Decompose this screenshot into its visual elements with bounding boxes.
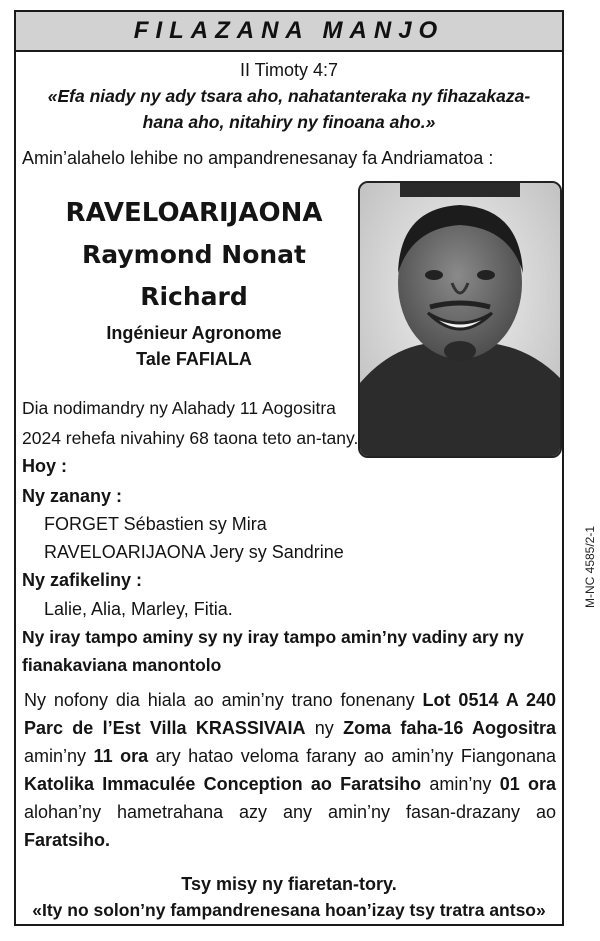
portrait-photo: [358, 181, 562, 458]
reference-code: M-NC 4585/2-1: [583, 525, 597, 608]
death-line-1: Dia nodimandry ny Alahady 11 Aogositra: [22, 398, 336, 418]
deceased-given-names-2: Richard: [140, 282, 248, 311]
funeral-paragraph: [24, 686, 556, 854]
deceased-profession: Ingénieur Agronome: [106, 323, 282, 343]
funeral-villa: Parc de l’Est Villa KRASSIVAIA: [24, 718, 306, 738]
funeral-line-3: [24, 742, 556, 770]
notice-title: FILAZANA MANJO: [133, 17, 445, 44]
funeral-text: alohan’ny hametrahana azy any amin’ny fasan-drazany ao: [24, 802, 556, 822]
intro-text: Amin’alahelo lehibe no ampandrenesanay fa Andriamatoa :: [22, 148, 494, 168]
grandchildren-label: Ny zafikeliny :: [22, 570, 143, 590]
funeral-line-2: [24, 714, 556, 742]
deceased-title: Tale FAFIALA: [136, 349, 252, 369]
funeral-time-1: 11 ora: [93, 746, 149, 766]
funeral-text: amin’ny: [421, 774, 500, 794]
spouse-label: Hoy :: [22, 456, 67, 476]
relatives-line-2: fianakaviana manontolo: [22, 655, 222, 675]
funeral-time-2: 01 ora: [499, 774, 556, 794]
children-label: Ny zanany :: [22, 486, 123, 506]
obituary-notice: [14, 10, 597, 926]
child-2: RAVELOARIJAONA Jery sy Sandrine: [44, 542, 344, 562]
grandchildren-list: Lalie, Alia, Marley, Fitia.: [44, 599, 233, 619]
funeral-church: Katolika Immaculée Conception ao Faratsiho: [24, 774, 422, 794]
funeral-address: Lot 0514 A 240: [422, 690, 556, 710]
verse-line-1: «Efa niady ny ady tsara aho, nahatanteraka ny fihazakaza-: [47, 86, 531, 106]
funeral-line-4: [24, 770, 556, 798]
portrait-photo-image: [360, 183, 560, 456]
deceased-given-names-1: Raymond Nonat: [82, 240, 306, 269]
closing-line-2: «Ity no solon’ny fampandrenesana hoan’izay tsy tratra antso»: [32, 900, 546, 920]
funeral-text: ny: [305, 718, 344, 738]
funeral-line-6: [24, 826, 556, 854]
notice-header: [16, 12, 562, 52]
death-line-2: 2024 rehefa nivahiny 68 taona teto an-tany.: [22, 428, 359, 448]
funeral-place: Faratsiho.: [24, 830, 111, 850]
funeral-line-5: [24, 798, 556, 826]
child-1: FORGET Sébastien sy Mira: [44, 514, 267, 534]
funeral-text: ary hatao veloma farany ao amin’ny Fiangonana: [148, 746, 556, 766]
verse-line-2: hana aho, nitahiry ny finoana aho.»: [142, 112, 436, 132]
funeral-line-1: [24, 686, 556, 714]
closing-line-1: Tsy misy ny fiaretan-tory.: [181, 874, 397, 894]
funeral-text: Ny nofony dia hiala ao amin’ny trano fonenany: [24, 690, 423, 710]
funeral-text: amin’ny: [24, 746, 94, 766]
verse-reference: II Timoty 4:7: [239, 60, 339, 80]
relatives-line-1: Ny iray tampo aminy sy ny iray tampo amin’ny vadiny ary ny: [22, 627, 524, 647]
funeral-date: Zoma faha-16 Aogositra: [343, 718, 556, 738]
deceased-surname: RAVELOARIJAONA: [65, 198, 323, 228]
